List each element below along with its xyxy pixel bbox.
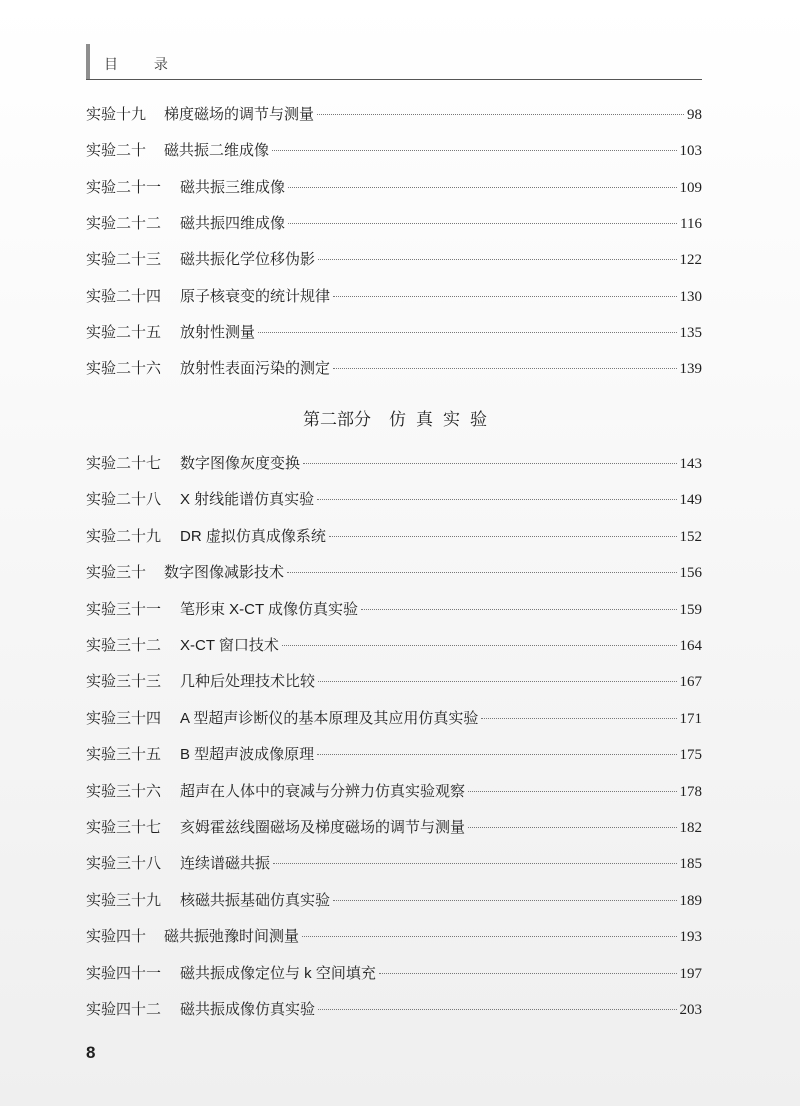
toc-entry[interactable] (86, 322, 702, 344)
toc-entry[interactable] (86, 358, 702, 380)
toc-dot-leader (302, 936, 676, 937)
toc-dot-leader (361, 609, 676, 610)
toc-entry-title: 磁共振成像定位与 k 空间填充 (180, 964, 376, 982)
toc-dot-leader (288, 187, 676, 188)
toc-entry-number: 实验二十三 (86, 251, 162, 269)
toc-entry-number: 实验三十六 (86, 782, 162, 800)
toc-entry-page: 197 (679, 965, 702, 982)
toc-dot-leader (282, 645, 677, 646)
toc-entry-number: 实验四十一 (86, 964, 162, 982)
toc-entry-number: 实验三十 (86, 564, 147, 582)
toc-dot-leader (317, 754, 676, 755)
toc-entry-page: 143 (679, 456, 702, 472)
toc-entry[interactable] (86, 453, 702, 475)
toc-entry-number: 实验四十二 (86, 1001, 162, 1018)
toc-dot-leader (273, 863, 676, 864)
toc-entry-page: 164 (679, 638, 702, 654)
toc-entry[interactable] (86, 213, 702, 235)
toc-entry-number: 实验三十九 (86, 891, 162, 909)
toc-entry[interactable] (86, 781, 702, 803)
toc-entry-page: 182 (679, 820, 702, 836)
toc-dot-leader (333, 368, 676, 369)
toc-entry-number: 实验三十五 (86, 746, 162, 764)
toc-entry[interactable] (86, 489, 702, 511)
toc-entry-title: 几种后处理技术比较 (180, 673, 316, 691)
toc-entry-page: 98 (687, 107, 702, 123)
toc-dot-leader (318, 681, 676, 682)
toc-dot-leader (468, 827, 676, 828)
toc-entry-title: B 型超声波成像原理 (180, 746, 315, 764)
toc-dot-leader (379, 973, 677, 974)
toc-dot-leader (287, 572, 676, 573)
toc-entry-title: 磁共振化学位移伪影 (180, 251, 316, 269)
toc-entry-page: 149 (679, 492, 702, 509)
toc-entry[interactable] (86, 671, 702, 693)
toc-entry-page: 189 (679, 892, 702, 909)
toc-entry[interactable] (86, 926, 702, 948)
toc-entry-number: 实验二十六 (86, 360, 162, 378)
toc-entry-page: 139 (679, 361, 702, 378)
toc-dot-leader (288, 223, 677, 224)
toc-entry-number: 实验三十八 (86, 855, 162, 873)
toc-entry-page: 178 (679, 783, 702, 800)
toc-dot-leader (333, 296, 676, 297)
toc-entry-page: 185 (679, 856, 702, 873)
toc-entry-number: 实验二十八 (86, 491, 162, 509)
toc-entry-title: 原子核衰变的统计规律 (180, 287, 331, 305)
toc-entry-title: X-CT 窗口技术 (180, 637, 279, 654)
part-name: 仿真实验 (389, 410, 497, 430)
toc-entry-page: 203 (679, 1002, 702, 1018)
toc-dot-leader (468, 791, 676, 792)
toc-entry[interactable] (86, 140, 702, 162)
toc-dot-leader (318, 259, 676, 260)
toc-entry[interactable] (86, 744, 702, 766)
toc-entry-title: A 型超声诊断仪的基本原理及其应用仿真实验 (180, 709, 479, 727)
toc-entry-title: 梯度磁场的调节与测量 (164, 106, 315, 123)
toc-entry-title: 笔形束 X-CT 成像仿真实验 (180, 600, 359, 618)
toc-entry-title: 连续谱磁共振 (180, 855, 271, 873)
toc-entry-number: 实验二十五 (86, 323, 162, 341)
toc-entry[interactable] (86, 249, 702, 271)
toc-entry[interactable] (86, 890, 702, 912)
toc-entry-page: 175 (679, 747, 702, 764)
toc-dot-leader (272, 150, 676, 151)
toc-entry[interactable] (86, 526, 702, 548)
toc-entry-number: 实验二十二 (86, 214, 162, 232)
toc-entry-title: 磁共振四维成像 (180, 214, 286, 232)
toc-entry-number: 实验三十四 (86, 709, 162, 727)
toc-entry-number: 实验二十一 (86, 178, 162, 196)
toc-entry-title: 数字图像灰度变换 (180, 455, 301, 472)
page-header-title: 目 录 (104, 56, 184, 72)
toc-entry[interactable] (86, 286, 702, 308)
toc-entry-number: 实验三十二 (86, 637, 162, 654)
toc-entry-title: 数字图像减影技术 (164, 564, 285, 582)
toc-dot-leader (303, 463, 676, 464)
toc-entry-page: 122 (679, 252, 702, 269)
part-label: 第二部分 (303, 410, 371, 430)
toc-entry-number: 实验二十 (86, 142, 147, 160)
header-accent-bar (86, 44, 90, 80)
toc-dot-leader (258, 332, 676, 333)
toc-dot-leader (317, 114, 684, 115)
toc-entry-page: 167 (679, 674, 702, 691)
toc-entry-page: 116 (680, 215, 702, 232)
toc-entry-page: 156 (679, 565, 702, 582)
toc-entry-number: 实验十九 (86, 106, 147, 123)
toc-entry-page: 193 (679, 929, 702, 946)
toc-entry-title: 磁共振三维成像 (180, 178, 286, 196)
toc-entry-title: X 射线能谱仿真实验 (180, 491, 315, 509)
part-heading (0, 405, 800, 430)
toc-entry[interactable] (86, 999, 702, 1021)
toc-entry-title: 磁共振弛豫时间测量 (164, 928, 300, 946)
page-number: 8 (86, 1043, 96, 1062)
toc-dot-leader (481, 718, 676, 719)
toc-entry-page: 171 (679, 710, 702, 727)
toc-entry-title: 超声在人体中的衰减与分辨力仿真实验观察 (180, 782, 466, 800)
toc-entry-page: 152 (679, 528, 702, 545)
toc-dot-leader (317, 499, 676, 500)
toc-entry-number: 实验三十七 (86, 819, 162, 836)
toc-entry-title: 磁共振二维成像 (164, 142, 270, 160)
toc-entry-number: 实验四十 (86, 928, 147, 946)
toc-entry-title: 磁共振成像仿真实验 (180, 1001, 316, 1018)
toc-entry[interactable] (86, 104, 702, 126)
toc-entry-title: 放射性表面污染的测定 (180, 360, 331, 378)
toc-entry[interactable] (86, 963, 702, 985)
toc-entry[interactable] (86, 635, 702, 657)
toc-dot-leader (329, 536, 677, 537)
toc-entry[interactable] (86, 177, 702, 199)
toc-entry-title: 亥姆霍兹线圈磁场及梯度磁场的调节与测量 (180, 819, 466, 836)
toc-entry[interactable] (86, 853, 702, 875)
toc-entry[interactable] (86, 817, 702, 839)
toc-entry-title: DR 虚拟仿真成像系统 (180, 527, 326, 545)
toc-entry-page: 135 (679, 324, 702, 341)
toc-entry-number: 实验二十七 (86, 455, 162, 472)
toc-entry-page: 159 (679, 601, 702, 618)
header-divider (86, 79, 702, 80)
toc-entry-page: 130 (679, 288, 702, 305)
toc-entry-title: 放射性测量 (180, 323, 256, 341)
toc-entry-number: 实验三十三 (86, 673, 162, 691)
toc-dot-leader (333, 900, 676, 901)
toc-dot-leader (318, 1009, 676, 1010)
toc-entry[interactable] (86, 562, 702, 584)
toc-entry-page: 103 (679, 143, 702, 160)
toc-entry-number: 实验二十四 (86, 287, 162, 305)
toc-entry-page: 109 (679, 179, 702, 196)
toc-entry-title: 核磁共振基础仿真实验 (180, 891, 331, 909)
toc-entry-number: 实验二十九 (86, 527, 162, 545)
toc-entry[interactable] (86, 599, 702, 621)
toc-entry[interactable] (86, 708, 702, 730)
toc-entry-number: 实验三十一 (86, 600, 162, 618)
